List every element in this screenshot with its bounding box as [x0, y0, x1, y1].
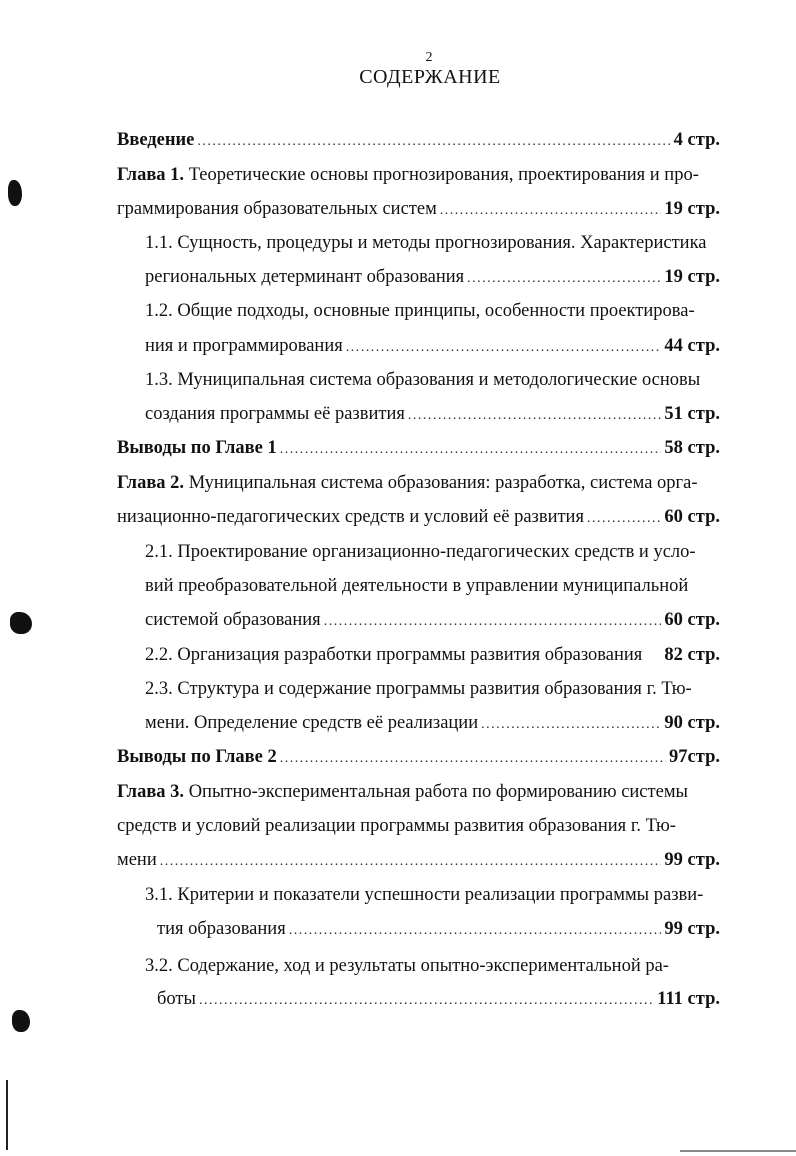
- leader-dots: [440, 199, 662, 223]
- toc-entry-3-2-cont[interactable]: боты ..... 111 стр.: [157, 987, 720, 1011]
- toc-entry-1-1[interactable]: 1.1. Сущность, процедуры и методы прогнозирования. Характеристика: [145, 233, 707, 253]
- leader-dots: [408, 404, 662, 428]
- toc-entry-2-1-cont2[interactable]: системой образования ..... 60 стр.: [145, 608, 720, 632]
- toc-entry-chapter-2[interactable]: Глава 2. Муниципальная система образования: разработка, система орга-: [117, 473, 698, 493]
- toc-entry-1-2-cont[interactable]: ния и программирования ..... 44 стр.: [145, 334, 720, 358]
- page-title: СОДЕРЖАНИЕ: [359, 66, 501, 88]
- toc-entry-intro[interactable]: Введение ..... 4 стр.: [117, 128, 720, 152]
- punch-hole-mark: [12, 1010, 30, 1032]
- leader-dots: [197, 130, 670, 154]
- leader-dots: [587, 507, 661, 531]
- toc-entry-1-3[interactable]: 1.3. Муниципальная система образования и методологические основы: [145, 370, 701, 390]
- leader-dots: [289, 919, 662, 943]
- toc-entry-chapter-3[interactable]: Глава 3. Опытно-экспериментальная работа по формированию системы: [117, 782, 688, 802]
- toc-entry-chapter-2-cont[interactable]: низационно-педагогических средств и условий её развития ..... 60 стр.: [117, 505, 720, 529]
- toc-entry-2-3-cont[interactable]: мени. Определение средств её реализации ..... 90 стр.: [145, 711, 720, 735]
- toc-entry-3-2[interactable]: 3.2. Содержание, ход и результаты опытно-экспериментальной ра-: [145, 956, 669, 976]
- leader-dots: [324, 610, 662, 634]
- toc-entry-2-1-cont[interactable]: вий преобразовательной деятельности в управлении муниципальной: [145, 576, 689, 596]
- toc-entry-3-1-cont[interactable]: тия образования ..... 99 стр.: [157, 917, 720, 941]
- toc-entry-chapter-3-cont2[interactable]: мени ..... 99 стр.: [117, 848, 720, 872]
- toc-entry-chapter-1[interactable]: Глава 1. Теоретические основы прогнозирования, проектирования и про-: [117, 165, 699, 185]
- toc-entry-conclusions-1[interactable]: Выводы по Главе 1 ..... 58 стр.: [117, 436, 720, 460]
- page-number: 2: [425, 50, 433, 65]
- toc-entry-3-1[interactable]: 3.1. Критерии и показатели успешности реализации программы разви-: [145, 885, 704, 905]
- toc-entry-2-3[interactable]: 2.3. Структура и содержание программы развития образования г. Тю-: [145, 679, 692, 699]
- scan-edge-line: [6, 1080, 8, 1150]
- page-ref: 4 стр.: [673, 130, 720, 150]
- toc-entry-2-2[interactable]: 2.2. Организация разработки программы развития образования 82 стр.: [145, 645, 720, 665]
- leader-dots: [280, 747, 666, 771]
- leader-dots: [199, 989, 654, 1013]
- leader-dots: [346, 336, 662, 360]
- punch-hole-mark: [8, 180, 22, 206]
- punch-hole-mark: [10, 612, 32, 634]
- toc-entry-chapter-1-cont[interactable]: граммирования образовательных систем ..... 19 стр.: [117, 197, 720, 221]
- toc-entry-chapter-3-cont[interactable]: средств и условий реализации программы развития образования г. Тю-: [117, 816, 676, 836]
- leader-dots: [280, 438, 662, 462]
- scan-edge-line: [680, 1150, 796, 1152]
- toc-entry-conclusions-2[interactable]: Выводы по Главе 2 ..... 97стр.: [117, 745, 720, 769]
- leader-dots: [160, 850, 662, 874]
- toc-entry-1-2[interactable]: 1.2. Общие подходы, основные принципы, особенности проектирова-: [145, 301, 695, 321]
- toc-entry-2-1[interactable]: 2.1. Проектирование организационно-педагогических средств и усло-: [145, 542, 696, 562]
- leader-dots: [467, 267, 661, 291]
- leader-dots: [481, 713, 661, 737]
- toc-entry-1-1-cont[interactable]: региональных детерминант образования ..... 19 стр.: [145, 265, 720, 289]
- toc-entry-1-3-cont[interactable]: создания программы её развития ..... 51 стр.: [145, 402, 720, 426]
